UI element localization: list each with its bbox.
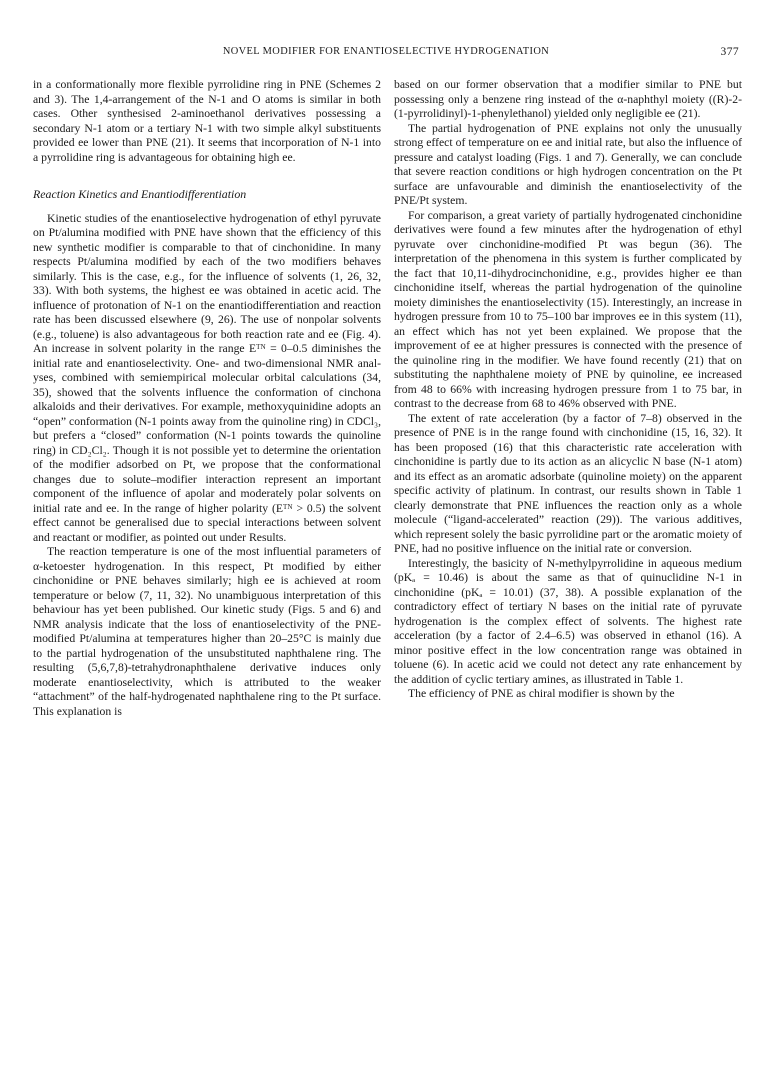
right-paragraph-3: For comparison, a great variety of partially hydrogenated cinchonidine derivatives were found a few minutes after the hydrogenation of ethyl pyruvate over cinchonidine-modified Pt was begun (36). The interpretation of the phenomena in this system is further complicated by the fact that 10,11-dihydrocinchonidine, e.g., provides higher ee than cinchonidine itself, whereas the partial hydrogenation of the quinoline moiety diminishes the enantioselectivity (15). Interestingly, an increase in hydrogen pressure from 10 to 75–100 bar improves ee in this system (11), an effect which has not yet been explained. We propose that the improvement of ee at higher pressures is connected with the presence of the quinoline ring in the modifier. We have found recently (21) that on substituting the naphthalene moiety of PNE by quinoline, ee increased from 48 to 66% with increasing hydrogen pressure from 1 to 75 bar, in contrast to the decrease from 68 to 46% observed with PNE.: [394, 208, 742, 410]
running-header: [33, 46, 739, 62]
right-paragraph-1: based on our former observation that a modifier similar to PNE but possessing only a benzene ring instead of the α-naphthyl moiety ((R)-2-(1-pyrrolidinyl)-1-phenylethanol) yielded only negligible ee (21).: [394, 78, 742, 120]
left-column: [33, 78, 381, 719]
running-title: NOVEL MODIFIER FOR ENANTIOSELECTIVE HYDROGENATION: [222, 46, 550, 57]
right-column: [394, 78, 742, 702]
right-paragraph-6: The efficiency of PNE as chiral modifier is shown by the: [408, 687, 675, 700]
right-paragraph-5: Interestingly, the basicity of N-methylpyrrolidine in aqueous medium (pKₐ = 10.46) is about the same as that of quinuclidine N-1 in cinchonidine (pKₐ = 10.01) (37, 38). A possible explanation of the contradictory effect of tertiary N bases on the initial rate of pyruvate hydrogenation is the complex effect of solvents. The highest rate acceleration (by a factor of 2.4–6.5) was observed in ethanol (16). A minor positive effect in the low concentration range was obtained in toluene (6). In acetic acid we could not detect any rate enhancement by the addition of cyclic tertiary amines, as illustrated in Table 1.: [394, 556, 742, 686]
page-number: 377: [720, 46, 739, 58]
left-paragraph-1: in a conformationally more flexible pyrrolidine ring in PNE (Schemes 2 and 3). The 1,4-arrangement of the N-1 and O atoms is similar in both cases. Other synthesised 2-aminoethanol derivatives possessing a secondary N-1 atom or a tertiary N-1 with two simple alkyl substituents provided ee lower than PNE (21). It seems that incorporation of N-1 into a pyrrolidine ring is advantageous for obtaining high ee.: [33, 78, 381, 164]
left-paragraph-2: Kinetic studies of the enantioselective hydrogenation of ethyl pyruvate on Pt/alumina modified with PNE have shown that the efficiency of this new synthetic modifier is comparable to that of cinchonidine. In many respects Pt/alumina modified by each of the two modifiers behaves similarly. This is the case, e.g., for the influence of solvents (1, 26, 32, 33). With both systems, the highest ee was obtained in acetic acid. The influence of protonation of N-1 on the enantiodifferentiation and reaction rate has been discussed elsewhere (9, 26). The use of nonpolar solvents (e.g., toluene) is also advantageous for both reaction rate and ee (Fig. 4). An increase in solvent polarity in the range Eᵀᴺ = 0–0.5 diminishes the initial rate and enantioselectivity. One- and two-dimensional NMR analyses, combined with semiempirical molecular orbital calculations (34, 35), showed that the solvents influence the conformation of cinchona alkaloids and their derivatives. For example, methoxyquinidine adopts an “open” conformation (N-1 points away from the quinoline ring) in CDCl₃, but prefers a “closed” conformation (N-1 points towards the quinoline ring) in CD₂Cl₂. Though it is not possible yet to determine the orientation of the modifier adsorbed on Pt, we propose that the conformational changes due to solute–modifier interaction represent an important component of the influence of apolar and moderately polar solvents on initial rate and ee. In the range of higher polarity (Eᵀᴺ > 0.5) the solvent effect cannot be generalised due to special interactions between solvent and reactant or modifier, as pointed out under Results.: [33, 211, 381, 544]
section-heading: Reaction Kinetics and Enantiodifferentiation: [33, 187, 247, 201]
left-paragraph-3: The reaction temperature is one of the most influential parameters of α-ketoester hydrogenation. In this respect, Pt modified by either cinchonidine or PNE behaves similarly; high ee is achieved at room temperature or below (7, 11, 32). No unambiguous interpretation of this behaviour has yet been published. Our kinetic study (Figs. 5 and 6) and NMR analysis indicate that the loss of enantioselectivity of the PNE-modified Pt/alumina at temperatures higher than 20–25°C is mainly due to the partial hydrogenation of the unsubstituted naphthalene ring. The resulting (5,6,7,8)-tetrahydronaphthalene derivative induces only moderate enantioselectivity, which is attributed to the weaker “attachment” of the half-hydrogenated naphthalene ring to the Pt surface. This explanation is: [33, 545, 381, 718]
right-paragraph-4: The extent of rate acceleration (by a factor of 7–8) observed in the presence of PNE is in the range found with cinchonidine (15, 16, 32). It has been proposed (16) that this characteristic rate acceleration with cinchonidine is partly due to its action as an alicyclic N base (N-1 atom) and its effect as an aromatic adsorbate (quinoline moiety) on the apparent specific activity of platinum. In contrast, our results shown in Table 1 clearly demonstrate that PNE influences the reaction only as a whole molecule (“ligand-accelerated” reaction (29)). The various additives, which represent solely the basic pyrrolidine part or the aromatic moiety of PNE, had no positive influence on the initial rate or conversion.: [394, 411, 742, 555]
right-paragraph-2: The partial hydrogenation of PNE explains not only the unusually strong effect of temperature on ee and initial rate, but also the influence of pressure and catalyst loading (Figs. 1 and 7). Generally, we can conclude that severe reaction conditions or high hydrogen concentration on the Pt surface are unfavourable and diminish the enantioselectivity of the PNE/Pt system.: [394, 121, 742, 207]
